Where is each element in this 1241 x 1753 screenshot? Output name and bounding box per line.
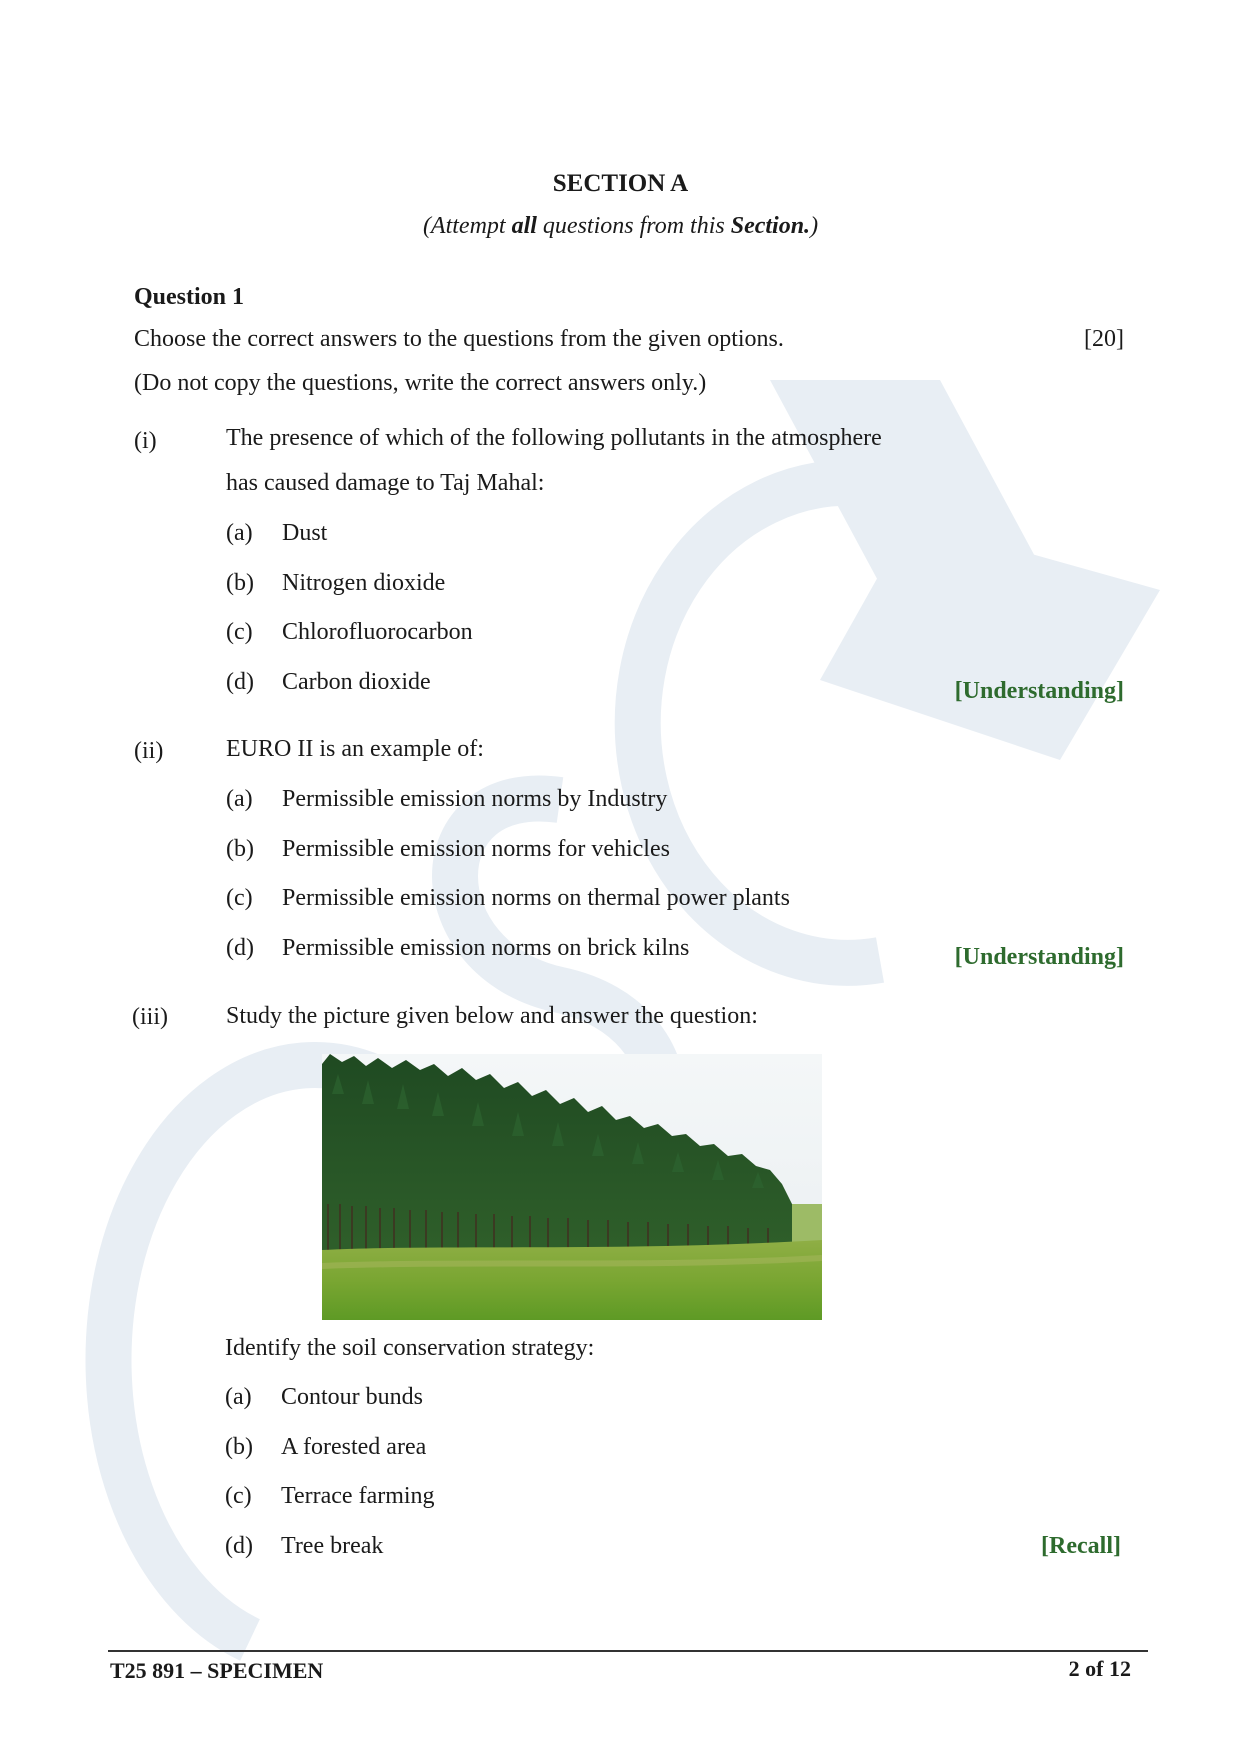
question-marks: [20] — [1084, 326, 1124, 352]
item-i-stem-line2: has caused damage to Taj Mahal: — [226, 470, 545, 496]
question-instruction-2: (Do not copy the questions, write the correct answers only.) — [134, 370, 707, 396]
question-title: Question 1 — [134, 284, 245, 310]
section-instruction-mid: questions from this — [536, 213, 731, 239]
item-ii-stem-line1: EURO II is an example of: — [226, 736, 484, 762]
item-ii-option-a: Permissible emission norms by Industry — [282, 786, 668, 812]
item-iii-number: (iii) — [132, 1004, 168, 1030]
footer-page-number: 2 of 12 — [1068, 1656, 1131, 1681]
item-iii-stem-line2: Identify the soil conservation strategy: — [225, 1335, 595, 1361]
item-iii-option-c: Terrace farming — [281, 1483, 435, 1509]
item-i-option-c: Chlorofluorocarbon — [282, 619, 473, 645]
item-i-stem-line1: The presence of which of the following pollutants in the atmosphere — [226, 425, 882, 451]
item-iii-option-c-letter: (c) — [225, 1483, 252, 1509]
item-i-option-b-letter: (b) — [226, 570, 254, 596]
item-iii-option-a: Contour bunds — [281, 1384, 424, 1410]
item-ii-option-d-letter: (d) — [226, 935, 254, 961]
item-i-option-b: Nitrogen dioxide — [282, 570, 446, 596]
item-ii-option-b: Permissible emission norms for vehicles — [282, 836, 670, 862]
item-ii-option-c-letter: (c) — [226, 885, 253, 911]
item-i-tag: [Understanding] — [954, 678, 1124, 704]
item-i-number: (i) — [134, 428, 157, 454]
section-instruction — [0, 213, 1241, 240]
item-ii-option-a-letter: (a) — [226, 786, 253, 812]
item-iii-option-a-letter: (a) — [225, 1384, 252, 1410]
item-ii-tag: [Understanding] — [954, 944, 1124, 970]
item-i-option-a-letter: (a) — [226, 520, 253, 546]
item-i-option-d: Carbon dioxide — [282, 669, 431, 695]
item-iii-stem-line1: Study the picture given below and answer the question: — [226, 1003, 758, 1029]
tree-row-photo — [322, 1054, 822, 1320]
item-i-option-a: Dust — [282, 520, 328, 546]
section-instruction-prefix: (Attempt — [422, 213, 512, 239]
item-iii-option-b-letter: (b) — [225, 1434, 253, 1460]
section-title: SECTION A — [552, 170, 689, 197]
item-i-option-c-letter: (c) — [226, 619, 253, 645]
item-ii-option-b-letter: (b) — [226, 836, 254, 862]
footer-paper-code: T25 891 – SPECIMEN — [110, 1658, 324, 1683]
question-instruction-1: Choose the correct answers to the questions from the given options. — [134, 326, 784, 352]
item-ii-option-c: Permissible emission norms on thermal power plants — [282, 885, 790, 911]
section-instruction-bold: all — [511, 213, 537, 239]
section-instruction-suffix: ) — [810, 213, 819, 239]
item-iii-option-b: A forested area — [281, 1434, 427, 1460]
item-iii-tag: [Recall] — [1041, 1533, 1121, 1559]
item-i-option-d-letter: (d) — [226, 669, 254, 695]
item-iii-option-d-letter: (d) — [225, 1533, 253, 1559]
section-instruction-bold2: Section. — [730, 213, 811, 239]
item-ii-number: (ii) — [134, 738, 164, 764]
item-iii-option-d: Tree break — [281, 1533, 384, 1559]
item-ii-option-d: Permissible emission norms on brick kilns — [282, 935, 690, 961]
footer-divider — [108, 1650, 1148, 1652]
